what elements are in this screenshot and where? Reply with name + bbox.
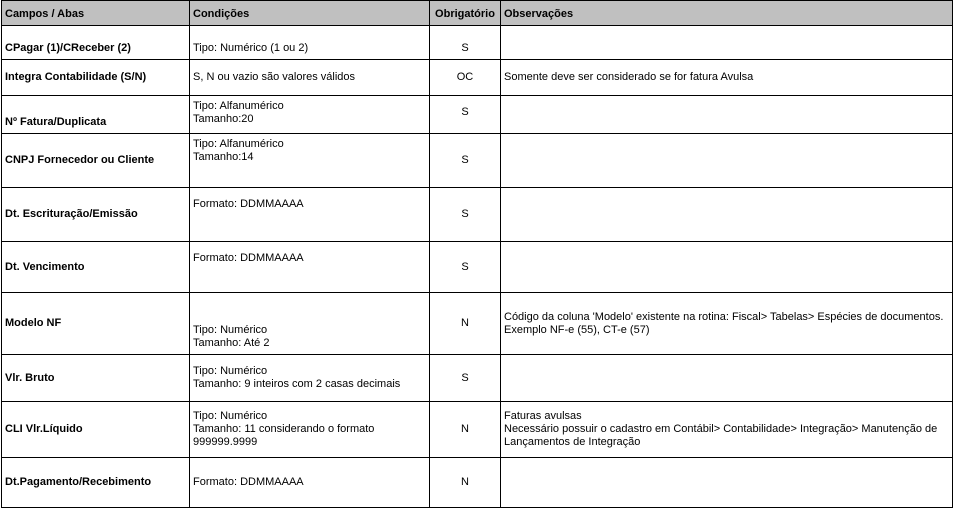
condicoes-cell [190, 96, 430, 134]
table-row [2, 60, 953, 96]
header-row [2, 1, 953, 26]
observacoes-cell [501, 26, 953, 60]
condicao-line: Tamanho: 9 inteiros com 2 casas decimais [193, 378, 401, 390]
header-obrigatorio: Obrigatório [430, 1, 501, 26]
condicao-line: Tamanho:20 [193, 113, 254, 125]
table-row [2, 96, 953, 134]
condicao-line: Tipo: Alfanumérico [193, 100, 284, 112]
table-row [2, 293, 953, 355]
condicao-line: Tamanho:14 [193, 151, 254, 163]
obrigatorio-cell: N [430, 458, 501, 508]
observacoes-cell [501, 60, 953, 96]
table-row [2, 402, 953, 458]
obrigatorio-cell: N [430, 293, 501, 355]
condicao-line: Tipo: Alfanumérico [193, 138, 284, 150]
table-row [2, 26, 953, 60]
obrigatorio-cell: OC [430, 60, 501, 96]
campo-cell: CLI Vlr.Líquido [2, 402, 190, 458]
campo-cell: Dt. Vencimento [2, 242, 190, 293]
campo-cell: CPagar (1)/CReceber (2) [2, 26, 190, 60]
campo-cell: Dt.Pagamento/Recebimento [2, 458, 190, 508]
table-row [2, 188, 953, 242]
table-row [2, 355, 953, 402]
observacoes-cell [501, 242, 953, 293]
observacao-line: Faturas avulsas [504, 410, 582, 422]
condicoes-cell [190, 26, 430, 60]
obrigatorio-cell: S [430, 355, 501, 402]
table-row [2, 134, 953, 188]
condicao-line: Tamanho: 11 considerando o formato 999999.9999 [193, 423, 375, 448]
condicoes-cell [190, 355, 430, 402]
campo-cell: CNPJ Fornecedor ou Cliente [2, 134, 190, 188]
campo-cell: Modelo NF [2, 293, 190, 355]
condicoes-cell [190, 134, 430, 188]
obrigatorio-cell: S [430, 188, 501, 242]
condicao-line: Tipo: Numérico [193, 410, 268, 422]
condicoes-cell [190, 188, 430, 242]
observacoes-cell [501, 458, 953, 508]
condicao-line: Tipo: Numérico [193, 365, 268, 377]
observacoes-cell [501, 134, 953, 188]
table-row [2, 458, 953, 508]
table-row [2, 242, 953, 293]
header-observacoes: Observações [501, 1, 953, 26]
observacao-line: Necessário possuir o cadastro em Contábil> Contabilidade> Integração> Manutenção de Lançamentos de Integração [504, 423, 938, 448]
header-campos: Campos / Abas [2, 1, 190, 26]
observacao-line: Código da coluna 'Modelo' existente na rotina: Fiscal> Tabelas> Espécies de documentos. Exemplo NF-e (55), CT-e (57) [504, 311, 944, 336]
condicao-line: Tipo: Numérico [193, 324, 268, 336]
condicoes-cell [190, 60, 430, 96]
obrigatorio-cell: S [430, 96, 501, 134]
observacoes-cell [501, 293, 953, 355]
campo-cell: Dt. Escrituração/Emissão [2, 188, 190, 242]
observacoes-cell [501, 355, 953, 402]
condicao-line: S, N ou vazio são valores válidos [193, 71, 356, 83]
campo-cell: Nº Fatura/Duplicata [2, 96, 190, 134]
condicoes-cell [190, 293, 430, 355]
campo-cell: Vlr. Bruto [2, 355, 190, 402]
obrigatorio-cell: S [430, 242, 501, 293]
condicao-line: Formato: DDMMAAAA [193, 198, 304, 210]
observacoes-cell [501, 402, 953, 458]
obrigatorio-cell: S [430, 26, 501, 60]
header-condicoes: Condições [190, 1, 430, 26]
condicao-line: Tipo: Numérico (1 ou 2) [193, 42, 309, 54]
condicoes-cell [190, 458, 430, 508]
obrigatorio-cell: S [430, 134, 501, 188]
condicao-line: Formato: DDMMAAAA [193, 252, 304, 264]
condicoes-cell [190, 402, 430, 458]
observacoes-cell [501, 188, 953, 242]
fields-table [1, 0, 953, 508]
observacoes-cell [501, 96, 953, 134]
condicao-line: Tamanho: Até 2 [193, 337, 270, 349]
condicao-line: Formato: DDMMAAAA [193, 476, 304, 488]
condicoes-cell [190, 242, 430, 293]
obrigatorio-cell: N [430, 402, 501, 458]
observacao-line: Somente deve ser considerado se for fatura Avulsa [504, 71, 754, 83]
campo-cell: Integra Contabilidade (S/N) [2, 60, 190, 96]
